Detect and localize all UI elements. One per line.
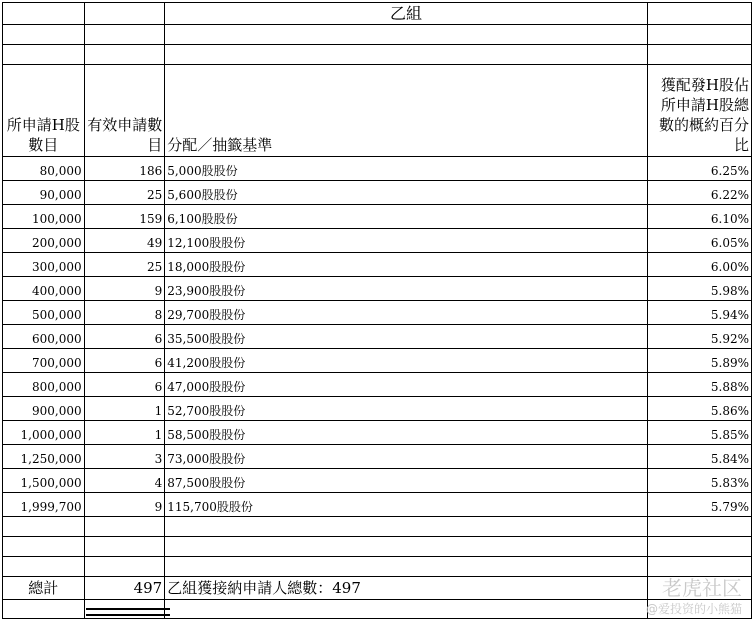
table-row [3, 229, 752, 253]
basis-cell: 5,000股股份 [165, 157, 648, 181]
valid-cell: 1 [84, 397, 165, 421]
table-row [3, 349, 752, 373]
valid-cell: 186 [84, 157, 165, 181]
pct-cell: 5.94% [647, 301, 751, 325]
valid-cell: 6 [84, 325, 165, 349]
group-title: 乙組 [165, 3, 648, 25]
header-approx-percentage: 獲配發H股佔所申請H股總數的概約百分比 [647, 65, 751, 157]
pct-cell: 5.83% [647, 469, 751, 493]
pct-cell: 6.10% [647, 205, 751, 229]
group-title-row [3, 3, 752, 25]
basis-cell: 18,000股股份 [165, 253, 648, 277]
table-row [3, 253, 752, 277]
basis-cell: 12,100股股份 [165, 229, 648, 253]
total-value: 497 [84, 577, 165, 600]
basis-cell: 73,000股股份 [165, 445, 648, 469]
pct-cell: 6.25% [647, 157, 751, 181]
applied-cell: 300,000 [3, 253, 85, 277]
pct-cell: 6.05% [647, 229, 751, 253]
basis-cell: 6,100股股份 [165, 205, 648, 229]
basis-cell: 58,500股股份 [165, 421, 648, 445]
pct-cell: 5.98% [647, 277, 751, 301]
table-row [3, 469, 752, 493]
header-row [3, 65, 752, 157]
applied-cell: 600,000 [3, 325, 85, 349]
table-row [3, 181, 752, 205]
table-row [3, 373, 752, 397]
pct-cell: 6.22% [647, 181, 751, 205]
table-row [3, 301, 752, 325]
table-row [3, 445, 752, 469]
valid-cell: 49 [84, 229, 165, 253]
basis-cell: 47,000股股份 [165, 373, 648, 397]
valid-cell: 25 [84, 253, 165, 277]
blank-row [3, 25, 752, 45]
pct-cell: 5.85% [647, 421, 751, 445]
applied-cell: 1,250,000 [3, 445, 85, 469]
watermark [645, 572, 742, 616]
watermark-brand: 老虎社区 [662, 576, 742, 600]
blank-row [3, 517, 752, 537]
pct-cell: 5.79% [647, 493, 751, 517]
applied-cell: 80,000 [3, 157, 85, 181]
blank-row [3, 537, 752, 557]
header-basis-of-allocation: 分配／抽籤基準 [165, 65, 648, 157]
basis-cell: 29,700股股份 [165, 301, 648, 325]
header-valid-applications: 有效申請數目 [84, 65, 165, 157]
total-label: 總計 [3, 577, 85, 600]
watermark-author: @爱投资的小熊猫 [645, 602, 742, 616]
valid-cell: 4 [84, 469, 165, 493]
applied-cell: 800,000 [3, 373, 85, 397]
applied-cell: 1,500,000 [3, 469, 85, 493]
table-row [3, 397, 752, 421]
valid-cell: 9 [84, 493, 165, 517]
table-row [3, 277, 752, 301]
valid-cell: 159 [84, 205, 165, 229]
allotment-table [2, 2, 752, 619]
valid-cell: 6 [84, 373, 165, 397]
blank-row [3, 557, 752, 577]
basis-cell: 23,900股股份 [165, 277, 648, 301]
basis-cell: 52,700股股份 [165, 397, 648, 421]
pct-cell: 5.84% [647, 445, 751, 469]
pct-cell: 5.92% [647, 325, 751, 349]
applied-cell: 100,000 [3, 205, 85, 229]
applied-cell: 200,000 [3, 229, 85, 253]
valid-cell: 8 [84, 301, 165, 325]
basis-cell: 41,200股股份 [165, 349, 648, 373]
valid-cell: 25 [84, 181, 165, 205]
table-row [3, 325, 752, 349]
double-underline [86, 608, 170, 616]
applied-cell: 400,000 [3, 277, 85, 301]
applied-cell: 900,000 [3, 397, 85, 421]
valid-cell: 9 [84, 277, 165, 301]
pct-cell: 5.86% [647, 397, 751, 421]
pct-cell: 5.89% [647, 349, 751, 373]
header-applied-shares: 所申請H股數目 [3, 65, 85, 157]
basis-cell: 35,500股股份 [165, 325, 648, 349]
pct-cell: 6.00% [647, 253, 751, 277]
valid-cell: 1 [84, 421, 165, 445]
applied-cell: 90,000 [3, 181, 85, 205]
basis-cell: 87,500股股份 [165, 469, 648, 493]
table-row [3, 421, 752, 445]
basis-cell: 5,600股股份 [165, 181, 648, 205]
blank-row [3, 45, 752, 65]
applied-cell: 500,000 [3, 301, 85, 325]
total-row [3, 577, 752, 600]
applied-cell: 1,999,700 [3, 493, 85, 517]
applied-cell: 700,000 [3, 349, 85, 373]
table-row [3, 205, 752, 229]
basis-cell: 115,700股股份 [165, 493, 648, 517]
table-row [3, 493, 752, 517]
total-summary: 乙組獲接納申請人總數：497 [165, 577, 648, 600]
valid-cell: 3 [84, 445, 165, 469]
pct-cell: 5.88% [647, 373, 751, 397]
applied-cell: 1,000,000 [3, 421, 85, 445]
table-row [3, 157, 752, 181]
valid-cell: 6 [84, 349, 165, 373]
